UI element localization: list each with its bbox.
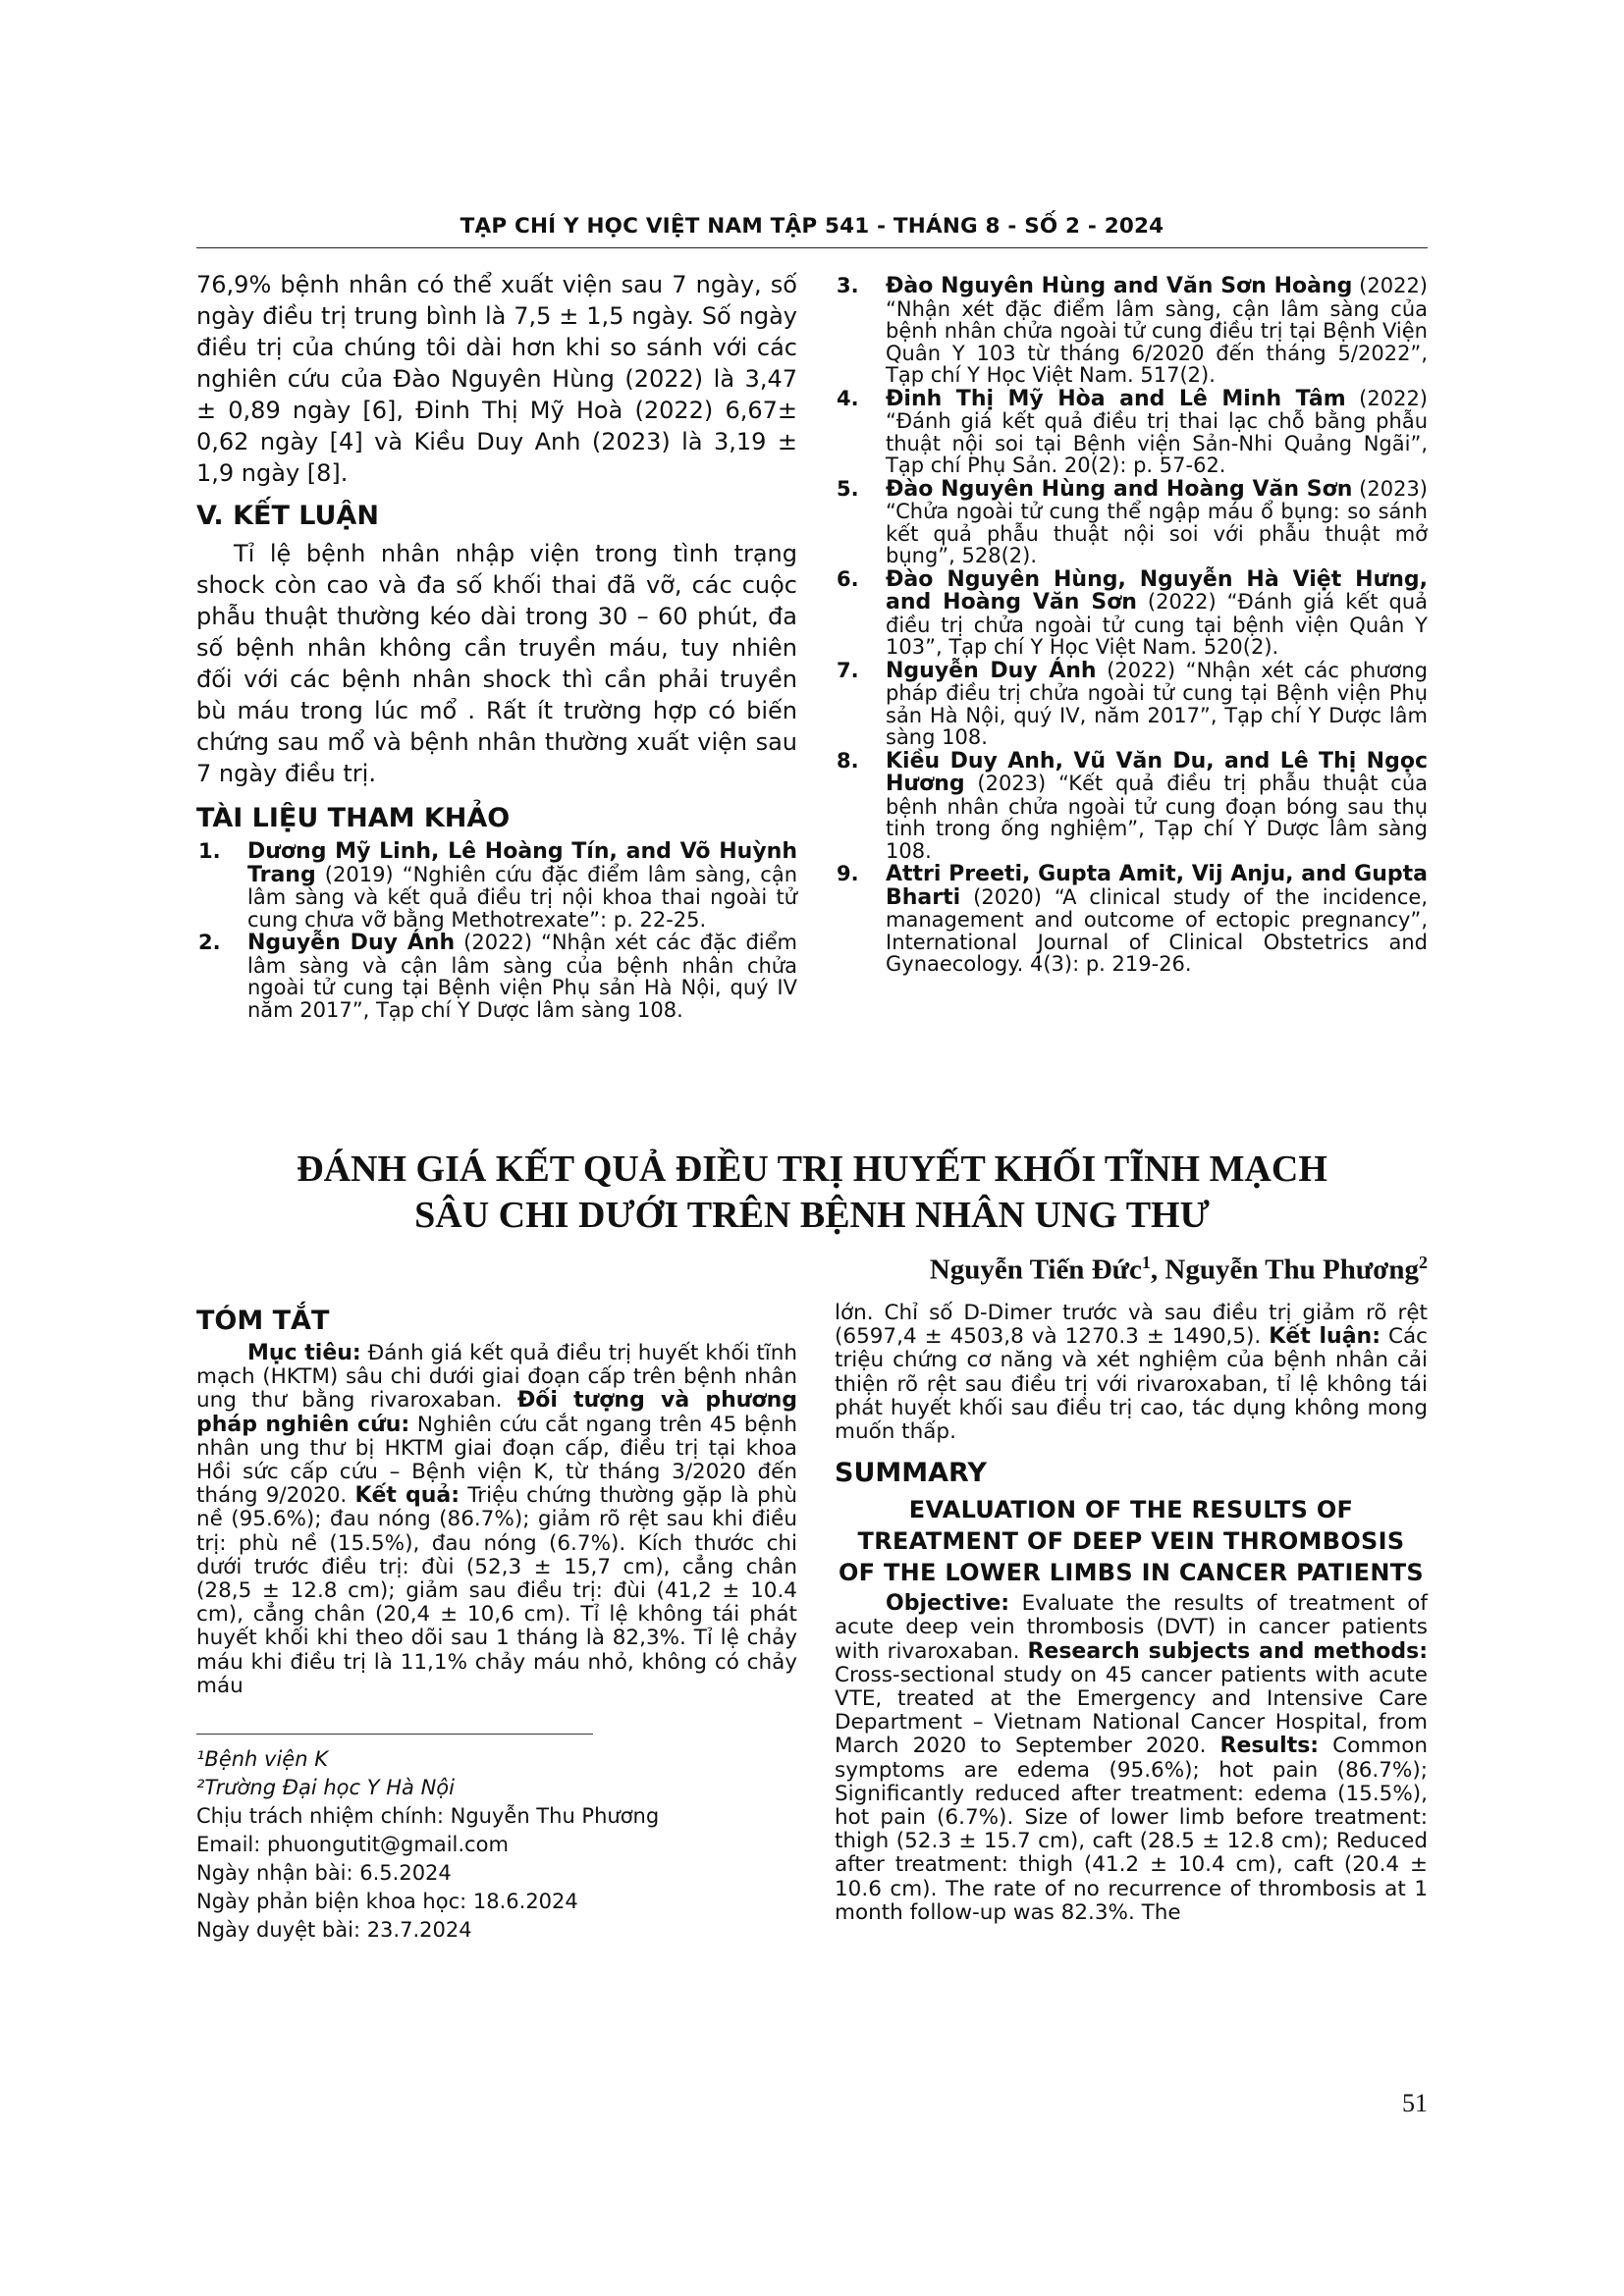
author-affiliation-mark: 2 bbox=[1419, 1253, 1428, 1272]
author-name: Nguyễn Thu Phương bbox=[1164, 1254, 1419, 1286]
right-column-references bbox=[835, 275, 1428, 977]
footnotes bbox=[196, 1745, 785, 1945]
author-separator: , bbox=[1150, 1254, 1165, 1286]
reference-authors: Đào Nguyên Hùng and Văn Sơn Hoàng bbox=[886, 274, 1353, 298]
reference-authors: Nguyễn Duy Ánh bbox=[886, 658, 1097, 683]
reference-item bbox=[835, 388, 1428, 477]
reference-item bbox=[835, 275, 1428, 387]
author-affiliation-mark: 1 bbox=[1141, 1253, 1151, 1272]
methods-label-en: Research subjects and methods: bbox=[1027, 1638, 1429, 1664]
corresponding-author: Chịu trách nhiệm chính: Nguyễn Thu Phương bbox=[196, 1804, 660, 1828]
date-reviewed: Ngày phản biện khoa học: 18.6.2024 bbox=[196, 1890, 578, 1913]
reference-text: (2022) “Nhận xét các phương pháp điều trị chửa ngoài tử cung tại Bệnh viện Phụ sản Hà Nội, quý IV, năm 2017”, Tạp chí Y Dược lâm sàng 108. bbox=[886, 658, 1428, 749]
references-heading: TÀI LIỆU THAM KHẢO bbox=[196, 803, 511, 833]
intro-paragraph: 76,9% bệnh nhân có thể xuất viện sau 7 ngày, số ngày điều trị trung bình là 7,5 ± 1,5 ngày. Số ngày điều trị của chúng tôi dài hơn khi so sánh với các nghiên cứu của Đào Nguyên Hùng (2022) là 3,47 ± 0,89 ngày [6], Đinh Thị Mỹ Hoà (2022) 6,67± 0,62 ngày [4] và Kiều Duy Anh (2023) là 3,19 ± 1,9 ngày [8]. bbox=[196, 271, 797, 487]
reference-authors: Dương Mỹ Linh, Lê Hoàng Tín, and Võ Huỳnh Trang bbox=[247, 839, 797, 887]
results-text: Triệu chứng thường gặp là phù nề (95.6%); đau nóng (86.7%); giảm rõ rệt sau khi điều trị: phù nề (15.5%), đau nóng (6.7%). Kích thước chi dưới trước điều trị: đùi (52,3 ± 15,7 cm), cẳng chân (28,5 ± 12.8 cm); giảm sau điều trị: đùi (41,2 ± 10.4 cm), cẳng chân (20,4 ± 10,6 cm). Tỉ lệ không tái phát huyết khối khi theo dõi sau 1 tháng là 82,3%. Tỉ lệ chảy máu khi điều trị là 11,1% chảy máu nhỏ, không có chảy máu bbox=[196, 1483, 797, 1698]
results-label-en: Results: bbox=[1219, 1734, 1320, 1759]
conclusion-paragraph: Tỉ lệ bệnh nhân nhập viện trong tình trạng shock còn cao và đa số khối thai đã vỡ, các cuộc phẫu thuật thường kéo dài trong 30 – 60 phút, đa số bệnh nhân không cần truyền máu, tuy nhiên đối với các bệnh nhân shock thì cần phải truyền bù máu trong lúc mổ . Rất ít trường hợp có biến chứng sau mổ và bệnh nhân thường xuất viện sau 7 ngày điều trị. bbox=[196, 540, 797, 787]
reference-text: (2022) “Nhận xét các đặc điểm lâm sàng và cận lâm sàng của bệnh nhân chửa ngoài tử cung tại Bệnh viện Phụ sản Hà Nội, quý IV năm 2017”, Tạp chí Y Dược lâm sàng 108. bbox=[247, 931, 798, 1022]
author-name: Nguyễn Tiến Đức bbox=[929, 1254, 1142, 1286]
article-title bbox=[196, 1147, 1428, 1239]
conclusion-text: Các triệu chứng cơ năng và xét nghiệm của bệnh nhân cải thiện rõ rệt sau điều trị với rivaroxaban, tỉ lệ không tái phát huyết khối sau điều trị cao, tác dụng không mong muốn thấp. bbox=[835, 1324, 1429, 1445]
methods-text-en: Cross-sectional study on 45 cancer patients with acute VTE, treated at the Emergency and Intensive Care Department – Vietnam National Cancer Hospital, from March 2020 to September 2020. bbox=[835, 1662, 1428, 1759]
summary-title-line: TREATMENT OF DEEP VEIN THROMBOSIS bbox=[857, 1527, 1405, 1556]
results-text-en: Common symptoms are edema (95.6%); hot pain (86.7%); Significantly reduced after treatment: edema (15.5%), hot pain (6.7%). Size of lower limb before treatment: thigh (52.3 ± 15.7 cm), caft (28.5 ± 12.8 cm); Reduced after treatment: thigh (41.2 ± 10.4 cm), caft (20.4 ± 10.6 cm). The rate of no recurrence of thrombosis at 1 month follow-up was 82.3%. The bbox=[835, 1734, 1429, 1925]
reference-authors: Kiều Duy Anh, Vũ Văn Du, and Lê Thị Ngọc Hương bbox=[886, 748, 1428, 796]
reference-item bbox=[835, 660, 1428, 749]
affiliation-2: ²Trường Đại học Y Hà Nội bbox=[196, 1776, 455, 1799]
reference-number: 7. bbox=[837, 658, 859, 682]
header-rule bbox=[196, 247, 1428, 248]
reference-text: (2023) “Kết quả điều trị phẫu thuật của bệnh nhân chửa ngoài tử cung đoạn bóng sau thụ tinh trong ống nghiệm”, Tạp chí Y Dược lâm sàng 108. bbox=[886, 772, 1428, 863]
reference-authors: Attri Preeti, Gupta Amit, Vij Anju, and Gupta Bharti bbox=[886, 862, 1428, 910]
left-column-top bbox=[196, 269, 797, 1022]
summary-title-line: EVALUATION OF THE RESULTS OF bbox=[908, 1496, 1354, 1524]
abstract-vietnamese bbox=[196, 1306, 797, 1698]
reference-text: (2022) “Đánh giá kết quả điều trị thai lạc chỗ bằng phẫu thuật nội soi tại Bệnh viện Sản-Nhi Quảng Ngãi”, Tạp chí Phụ Sản. 20(2): p. 57-62. bbox=[886, 386, 1428, 477]
reference-text: (2022) “Nhận xét đặc điểm lâm sàng, cận lâm sàng của bệnh nhân chửa ngoài tử cung điều trị tại Bệnh Viện Quân Y 103 từ tháng 6/2020 đến tháng 5/2022”, Tạp chí Y Học Việt Nam. 517(2). bbox=[886, 274, 1428, 387]
abstract-heading: TÓM TẮT bbox=[196, 1306, 330, 1336]
reference-number: 4. bbox=[837, 386, 859, 410]
reference-item bbox=[835, 863, 1428, 976]
reference-number: 8. bbox=[837, 748, 859, 773]
reference-number: 2. bbox=[198, 931, 221, 954]
reference-authors: Đào Nguyên Hùng, Nguyễn Hà Việt Hưng, and Hoàng Văn Sơn bbox=[886, 566, 1428, 614]
reference-item bbox=[835, 478, 1428, 567]
reference-text: (2022) “Đánh giá kết quả điều trị chửa ngoài tử cung tại bệnh viện Quân Y 103”, Tạp chí Y Học Việt Nam. 520(2). bbox=[886, 590, 1428, 659]
summary-heading: SUMMARY bbox=[835, 1458, 987, 1489]
affiliation-1: ¹Bệnh viện K bbox=[196, 1747, 328, 1771]
reference-authors: Nguyễn Duy Ánh bbox=[247, 931, 456, 955]
reference-text: (2020) “A clinical study of the incidence, management and outcome of ectopic pregnancy”, International Journal of Clinical Obstetrics and Gynaecology. 4(3): p. 219-26. bbox=[886, 884, 1428, 976]
page-number: 51 bbox=[1402, 2089, 1428, 2117]
reference-number: 3. bbox=[837, 274, 859, 297]
reference-item bbox=[835, 750, 1428, 863]
objective-label: Mục tiêu: bbox=[247, 1341, 361, 1365]
date-accepted: Ngày duyệt bài: 23.7.2024 bbox=[196, 1918, 472, 1942]
abstract-continuation bbox=[835, 1302, 1428, 1444]
reference-item bbox=[196, 932, 797, 1021]
conclusion-label: Kết luận: bbox=[1269, 1324, 1381, 1350]
objective-text-en: Evaluate the results of treatment of acute deep vein thrombosis (DVT) in cancer patients with rivaroxaban. bbox=[835, 1591, 1428, 1664]
date-received: Ngày nhận bài: 6.5.2024 bbox=[196, 1861, 452, 1885]
summary-title bbox=[835, 1494, 1428, 1588]
reference-authors: Đinh Thị Mỹ Hòa and Lê Minh Tâm bbox=[886, 386, 1346, 411]
reference-number: 9. bbox=[837, 862, 859, 885]
summary-title-line: OF THE LOWER LIMBS IN CANCER PATIENTS bbox=[838, 1559, 1425, 1587]
article-title-line: SÂU CHI DƯỚI TRÊN BỆNH NHÂN UNG THƯ bbox=[414, 1195, 1210, 1236]
email: Email: phuongutit@gmail.com bbox=[196, 1833, 509, 1856]
running-header: TẠP CHÍ Y HỌC VIỆT NAM TẬP 541 - THÁNG 8 - SỐ 2 - 2024 bbox=[460, 214, 1164, 239]
reference-number: 5. bbox=[837, 476, 859, 501]
methods-text: Nghiên cứu cắt ngang trên 45 bệnh nhân ung thư bị HKTM giai đoạn cấp, điều trị tại khoa Hồi sức cấp cứu – Bệnh viện K, từ tháng 3/2020 đến tháng 9/2020. bbox=[196, 1412, 798, 1509]
reference-authors: Đào Nguyên Hùng and Hoàng Văn Sơn bbox=[886, 476, 1353, 502]
methods-label: Đối tượng và phương pháp nghiên cứu: bbox=[196, 1388, 797, 1437]
reference-text: (2023) “Chửa ngoài tử cung thể ngập máu ổ bụng: so sánh kết quả phẫu thuật nội soi với phẫu thuật mở bụng”, 528(2). bbox=[886, 476, 1428, 567]
article-title-line: ĐÁNH GIÁ KẾT QUẢ ĐIỀU TRỊ HUYẾT KHỐI TĨNH MẠCH bbox=[297, 1148, 1327, 1190]
reference-item bbox=[835, 568, 1428, 659]
reference-number: 6. bbox=[837, 566, 859, 591]
right-column-abstract bbox=[835, 1302, 1428, 1925]
results-label: Kết quả: bbox=[354, 1483, 460, 1509]
abstract-body bbox=[196, 1342, 797, 1698]
reference-item bbox=[196, 840, 797, 931]
reference-text: (2019) “Nghiên cứu đặc điểm lâm sàng, cận lâm sàng và kết quả điều trị nội khoa thai ngoài tử cung chưa vỡ bằng Methotrexate”: p. 22-25. bbox=[247, 862, 797, 932]
reference-number: 1. bbox=[198, 839, 221, 863]
abstract-continued-text: lớn. Chỉ số D-Dimer trước và sau điều trị giảm rõ rệt (6597,4 ± 4503,8 và 1270.3 ± 1490,5). bbox=[835, 1301, 1428, 1350]
footnote-rule bbox=[196, 1734, 593, 1735]
summary-body bbox=[835, 1592, 1428, 1925]
objective-text: Đánh giá kết quả điều trị huyết khối tĩnh mạch (HKTM) sâu chi dưới giai đoạn cấp trên bệnh nhân ung thư bằng rivaroxaban. bbox=[196, 1341, 797, 1414]
conclusion-heading: V. KẾT LUẬN bbox=[196, 501, 379, 531]
article-authors bbox=[746, 1253, 1428, 1287]
objective-label-en: Objective: bbox=[886, 1591, 1010, 1617]
